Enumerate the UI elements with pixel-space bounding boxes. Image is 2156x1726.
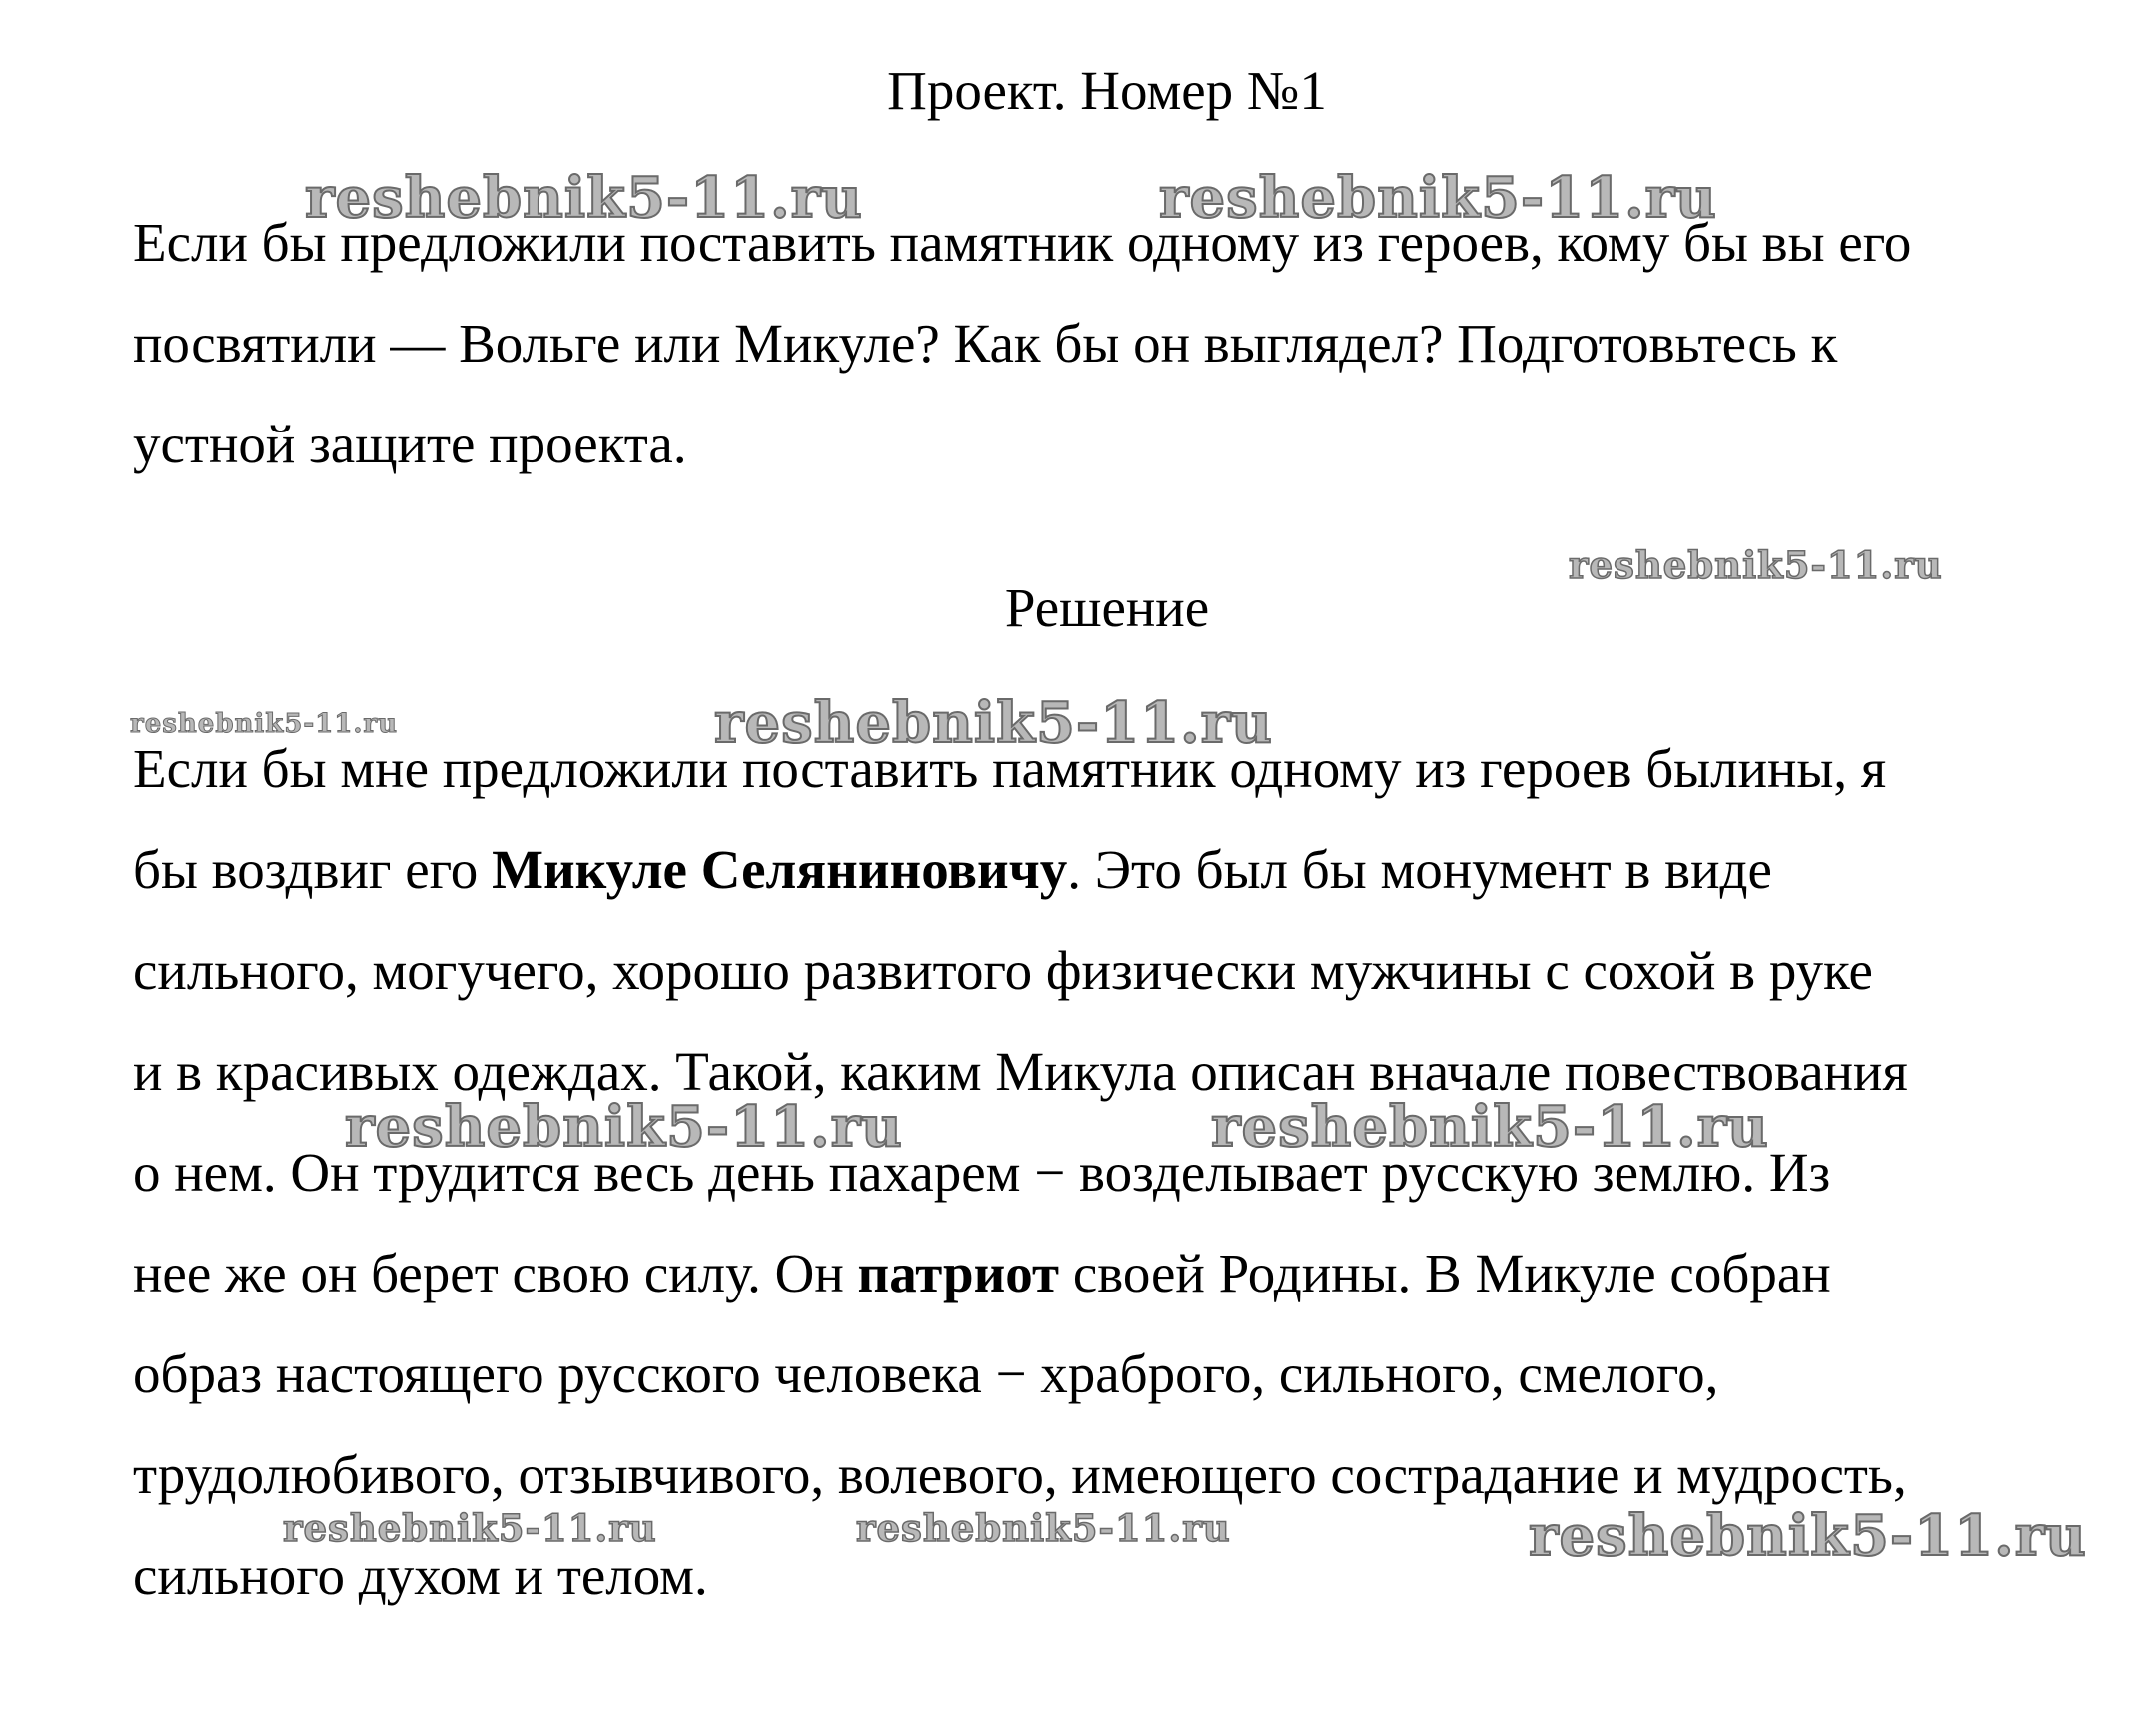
watermark: reshebnik5-11.ru bbox=[305, 165, 863, 231]
answer-line: и в красивых одеждах. Такой, каким Микула описан вначале повествования bbox=[133, 1041, 1908, 1102]
hero-name-bold: Микуле Селяниновичу bbox=[492, 839, 1068, 900]
page-title: Проект. Номер №1 bbox=[887, 60, 1327, 121]
answer-text: нее же он берет свою силу. Он bbox=[133, 1243, 858, 1303]
patriot-bold: патриот bbox=[857, 1243, 1060, 1303]
watermark: reshebnik5-11.ru bbox=[714, 690, 1273, 756]
answer-line: о нем. Он трудится весь день пахарем − возделывает русскую землю. Из bbox=[133, 1142, 1831, 1203]
answer-line bbox=[133, 819, 2091, 920]
answer-line: образ настоящего русского человека − храброго, сильного, смелого, bbox=[133, 1343, 1719, 1404]
answer-line: трудолюбивого, отзывчивого, волевого, имеющего сострадание и мудрость, bbox=[133, 1444, 1907, 1505]
answer-line bbox=[133, 1223, 2091, 1323]
answer-text: . Это был бы монумент в виде bbox=[1067, 839, 1772, 900]
solution-heading: Решение bbox=[1004, 577, 1210, 638]
watermark: reshebnik5-11.ru bbox=[1159, 165, 1717, 231]
question-line: посвятили — Вольге или Микуле? Как бы он выглядел? Подготовьтесь к bbox=[133, 313, 1838, 374]
watermark: reshebnik5-11.ru bbox=[856, 1506, 1231, 1550]
watermark: reshebnik5-11.ru bbox=[1569, 543, 1943, 587]
question-line: устной защите проекта. bbox=[133, 414, 687, 474]
question-paragraph bbox=[133, 192, 2091, 494]
question-line: Если бы предложили поставить памятник одному из героев, кому бы вы его bbox=[133, 212, 1912, 273]
watermark: reshebnik5-11.ru bbox=[1529, 1503, 2087, 1569]
answer-line: сильного, могучего, хорошо развитого физически мужчины с сохой в руке bbox=[133, 940, 1873, 1001]
answer-paragraph bbox=[133, 718, 2091, 1626]
answer-text: своей Родины. В Микуле собран bbox=[1059, 1243, 1831, 1303]
watermark: reshebnik5-11.ru bbox=[1211, 1094, 1769, 1160]
watermark: reshebnik5-11.ru bbox=[283, 1506, 657, 1550]
watermark: reshebnik5-11.ru bbox=[345, 1094, 903, 1160]
answer-line: Если бы мне предложили поставить памятник одному из героев былины, я bbox=[133, 738, 1887, 799]
answer-text: бы воздвиг его bbox=[133, 839, 493, 900]
answer-line: сильного духом и телом. bbox=[133, 1545, 708, 1606]
watermark: reshebnik5-11.ru bbox=[130, 709, 399, 739]
